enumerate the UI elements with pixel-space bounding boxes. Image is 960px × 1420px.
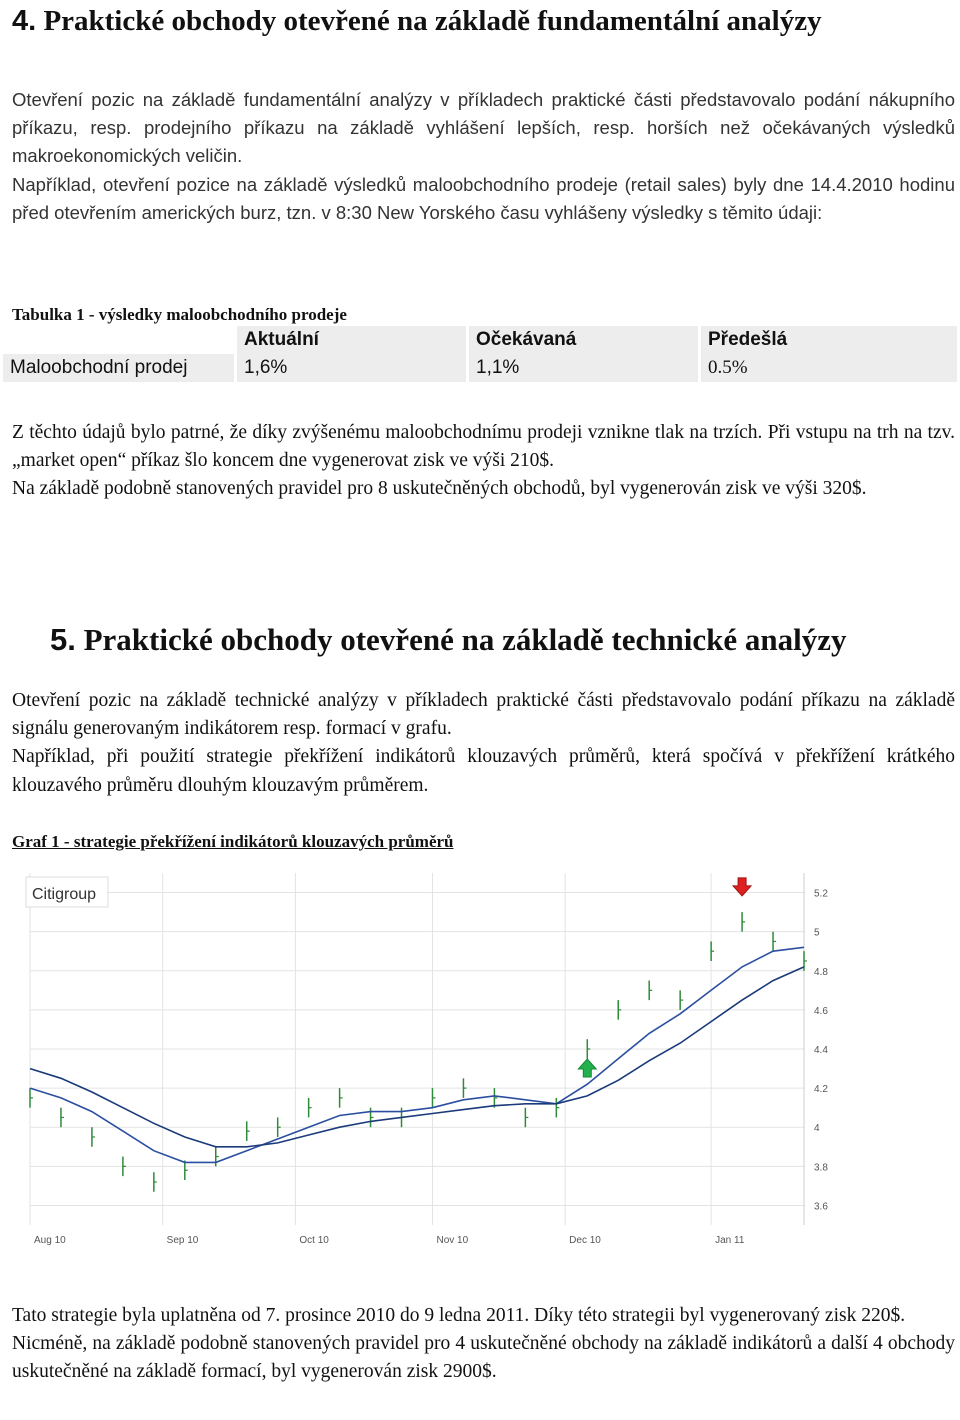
x-tick-label: Aug 10 xyxy=(34,1235,66,1246)
paragraph: Tato strategie byla uplatněna od 7. prosince 2010 do 9 ledna 2011. Díky této strategii byl vygenerovaný zisk 220$. xyxy=(12,1305,906,1326)
table-header-row xyxy=(3,326,957,354)
table-cell-current: 1,6% xyxy=(237,354,466,382)
y-tick-label: 3.6 xyxy=(814,1201,828,1213)
section-5-paragraphs-a xyxy=(12,687,955,800)
section-4-title: Praktické obchody otevřené na základě fundamentální analýzy xyxy=(43,5,822,37)
paragraph: Otevření pozic na základě technické analýzy v příkladech praktické části představovalo podání příkazu na základě signálu generovaným indikátorem resp. formací v grafu. xyxy=(12,690,955,740)
y-tick-label: 4.8 xyxy=(814,966,828,978)
section-4-heading xyxy=(12,2,952,40)
table-header-previous: Předešlá xyxy=(701,326,957,354)
section-4-number: 4. xyxy=(12,5,37,37)
paragraph: Nicméně, na základě podobně stanovených pravidel pro 4 uskutečněné obchody na základě indikátorů a další 4 obchody uskutečněné na základě formací, byl vygenerován zisk 2900$. xyxy=(12,1333,955,1383)
paragraph: Například, při použití strategie překřížení indikátorů klouzavých průměrů, která spočívá v překřížení krátkého klouzavého průměru dlouhým klouzavým průměrem. xyxy=(12,746,955,796)
table-header-expected: Očekávaná xyxy=(469,326,698,354)
x-tick-label: Sep 10 xyxy=(166,1235,199,1246)
table-cell-previous: 0.5% xyxy=(701,354,957,382)
x-tick-label: Dec 10 xyxy=(569,1235,601,1246)
chart-logo xyxy=(26,877,108,907)
results-table xyxy=(0,326,960,382)
y-tick-label: 3.8 xyxy=(814,1162,828,1174)
y-tick-label: 4.2 xyxy=(814,1084,828,1096)
chart-background xyxy=(12,863,860,1258)
y-tick-label: 5.2 xyxy=(814,888,828,900)
y-tick-label: 4.6 xyxy=(814,1005,828,1017)
y-tick-label: 5 xyxy=(814,927,820,939)
section-5-number: 5. xyxy=(50,622,76,657)
table-row xyxy=(3,354,957,382)
table-cell-expected: 1,1% xyxy=(469,354,698,382)
section-4-paragraphs-a xyxy=(12,86,955,227)
table-header-current: Aktuální xyxy=(237,326,466,354)
table-caption: Tabulka 1 - výsledky maloobchodního prodeje xyxy=(12,305,347,324)
paragraph: Z těchto údajů bylo patrné, že díky zvýšenému maloobchodnímu prodeji vznikne tlak na trzích. Při vstupu na trh na tzv. „market open“ příkaz šlo koncem dne vygenerovat zisk ve výši 210$. xyxy=(12,422,955,472)
table-header-empty xyxy=(3,326,234,354)
section-5-heading xyxy=(50,620,847,660)
x-tick-label: Oct 10 xyxy=(299,1235,329,1246)
table-row-label: Maloobchodní prodej xyxy=(3,354,234,382)
y-tick-label: 4.4 xyxy=(814,1045,828,1056)
logo-text: Citigroup xyxy=(32,886,97,903)
graph-caption: Graf 1 - strategie překřížení indikátorů klouzavých průměrů xyxy=(12,832,454,851)
x-tick-label: Nov 10 xyxy=(436,1235,469,1246)
section-4-paragraphs-b xyxy=(12,419,955,504)
paragraph: Například, otevření pozice na základě výsledků maloobchodního prodeje (retail sales) byly dne 14.4.2010 hodinu před otevřením amerických burz, tzn. v 8:30 New Yorského času vyhlášeny výsledky s těmito údaji: xyxy=(12,173,955,223)
section-5-paragraphs-b xyxy=(12,1302,955,1387)
paragraph: Na základě podobně stanovených pravidel pro 8 uskutečněných obchodů, byl vygenerován zisk ve výši 320$. xyxy=(12,478,867,500)
y-tick-label: 4 xyxy=(814,1123,820,1135)
section-5-title: Praktické obchody otevřené na základě technické analýzy xyxy=(83,622,847,657)
moving-average-chart xyxy=(12,863,860,1258)
x-tick-label: Jan 11 xyxy=(715,1235,745,1246)
paragraph: Otevření pozic na základě fundamentální analýzy v příkladech praktické části představovalo podání nákupního příkazu, resp. prodejního příkazu na základě vyhlášení lepších, resp. horších než očekávaných výsledků makroekonomických veličin. xyxy=(12,89,955,167)
